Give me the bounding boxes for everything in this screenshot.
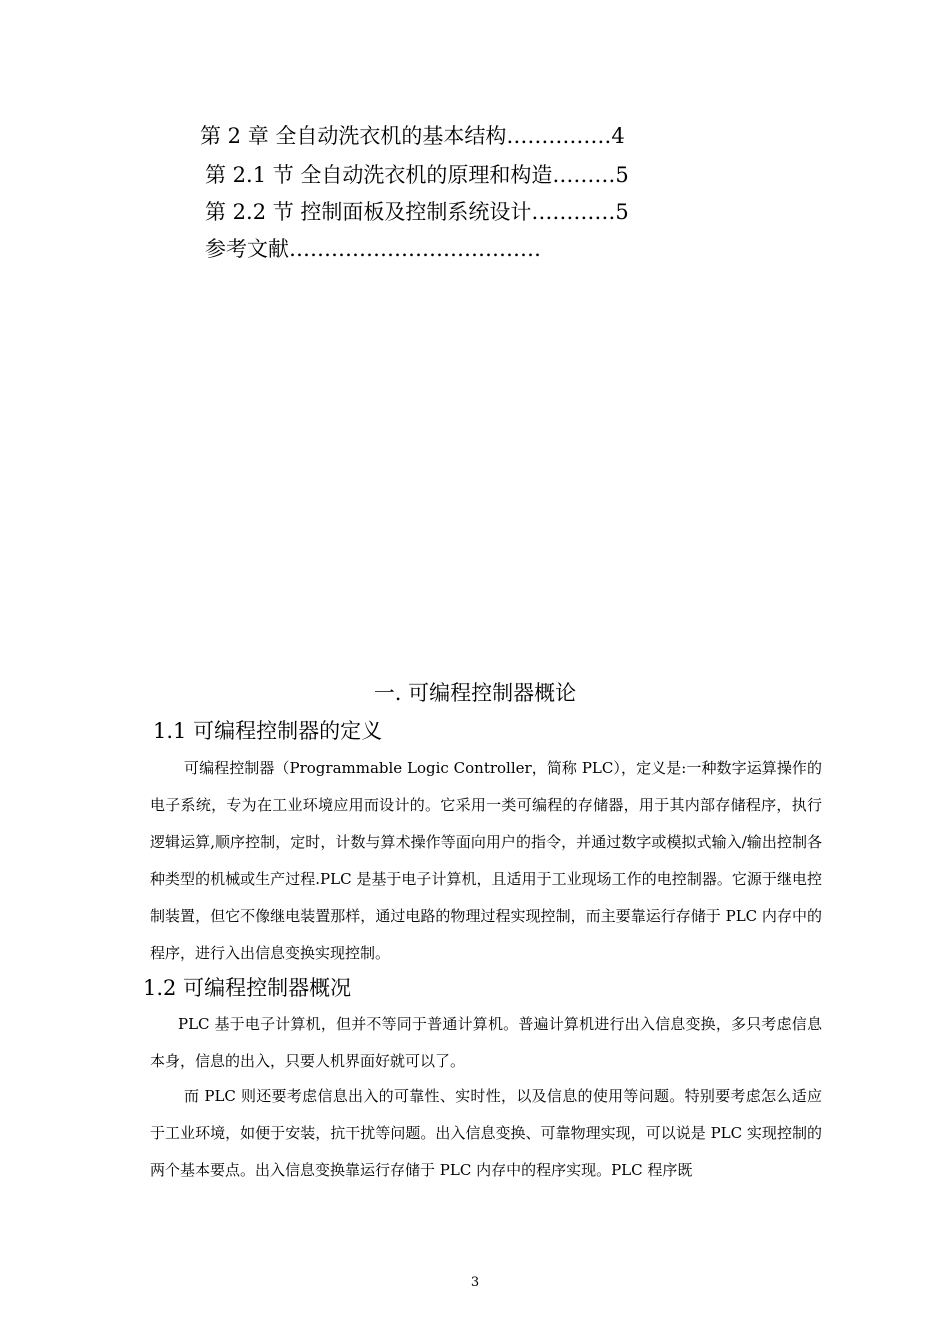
toc-item-references: 参考文献……………………………… — [205, 237, 541, 261]
section-heading-1-1: 1.1 可编程控制器的定义 — [153, 719, 383, 743]
section-heading-1-2: 1.2 可编程控制器概况 — [143, 976, 352, 1000]
chapter-title: 一. 可编程控制器概论 — [373, 681, 577, 705]
section-1-2-paragraph-2: 而 PLC 则还要考虑信息出入的可靠性、实时性，以及信息的使用等问题。特别要考虑怎么适应于工业环境，如便于安装，抗干扰等问题。出入信息变换、可靠物理实现，可以说是 PLC 实现控制的两个基本要点。出入信息变换靠运行存储于 PLC 内存中的程序实现。PLC 程序既 — [150, 1087, 822, 1179]
toc-item-section-2-1: 第 2.1 节 全自动洗衣机的原理和构造………5 — [205, 163, 629, 187]
section-1-1-paragraph: 可编程控制器（Programmable Logic Controller，简称 PLC），定义是:一种数字运算操作的电子系统，专为在工业环境应用而设计的。它采用一类可编程的存储器，用于其内部存储程序，执行逻辑运算,顺序控制，定时，计数与算术操作等面向用户的指令，并通过数字或模拟式输入/输出控制各种类型的机械或生产过程.PLC 是基于电子计算机，且适用于工业现场工作的电控制器。它源于继电控制装置，但它不像继电装置那样，通过电路的物理过程实现控制，而主要靠运行存储于 PLC 内存中的程序，进行入出信息变换实现控制。 — [150, 759, 822, 962]
toc-item-section-2-2: 第 2.2 节 控制面板及控制系统设计…………5 — [205, 200, 629, 224]
section-1-2-paragraph-1: PLC 基于电子计算机，但并不等同于普通计算机。普遍计算机进行出入信息变换，多只考虑信息本身，信息的出入，只要人机界面好就可以了。 — [150, 1015, 822, 1070]
page-number: 3 — [470, 1275, 480, 1290]
toc-item-chapter-2: 第 2 章 全自动洗衣机的基本结构……………4 — [200, 124, 625, 148]
